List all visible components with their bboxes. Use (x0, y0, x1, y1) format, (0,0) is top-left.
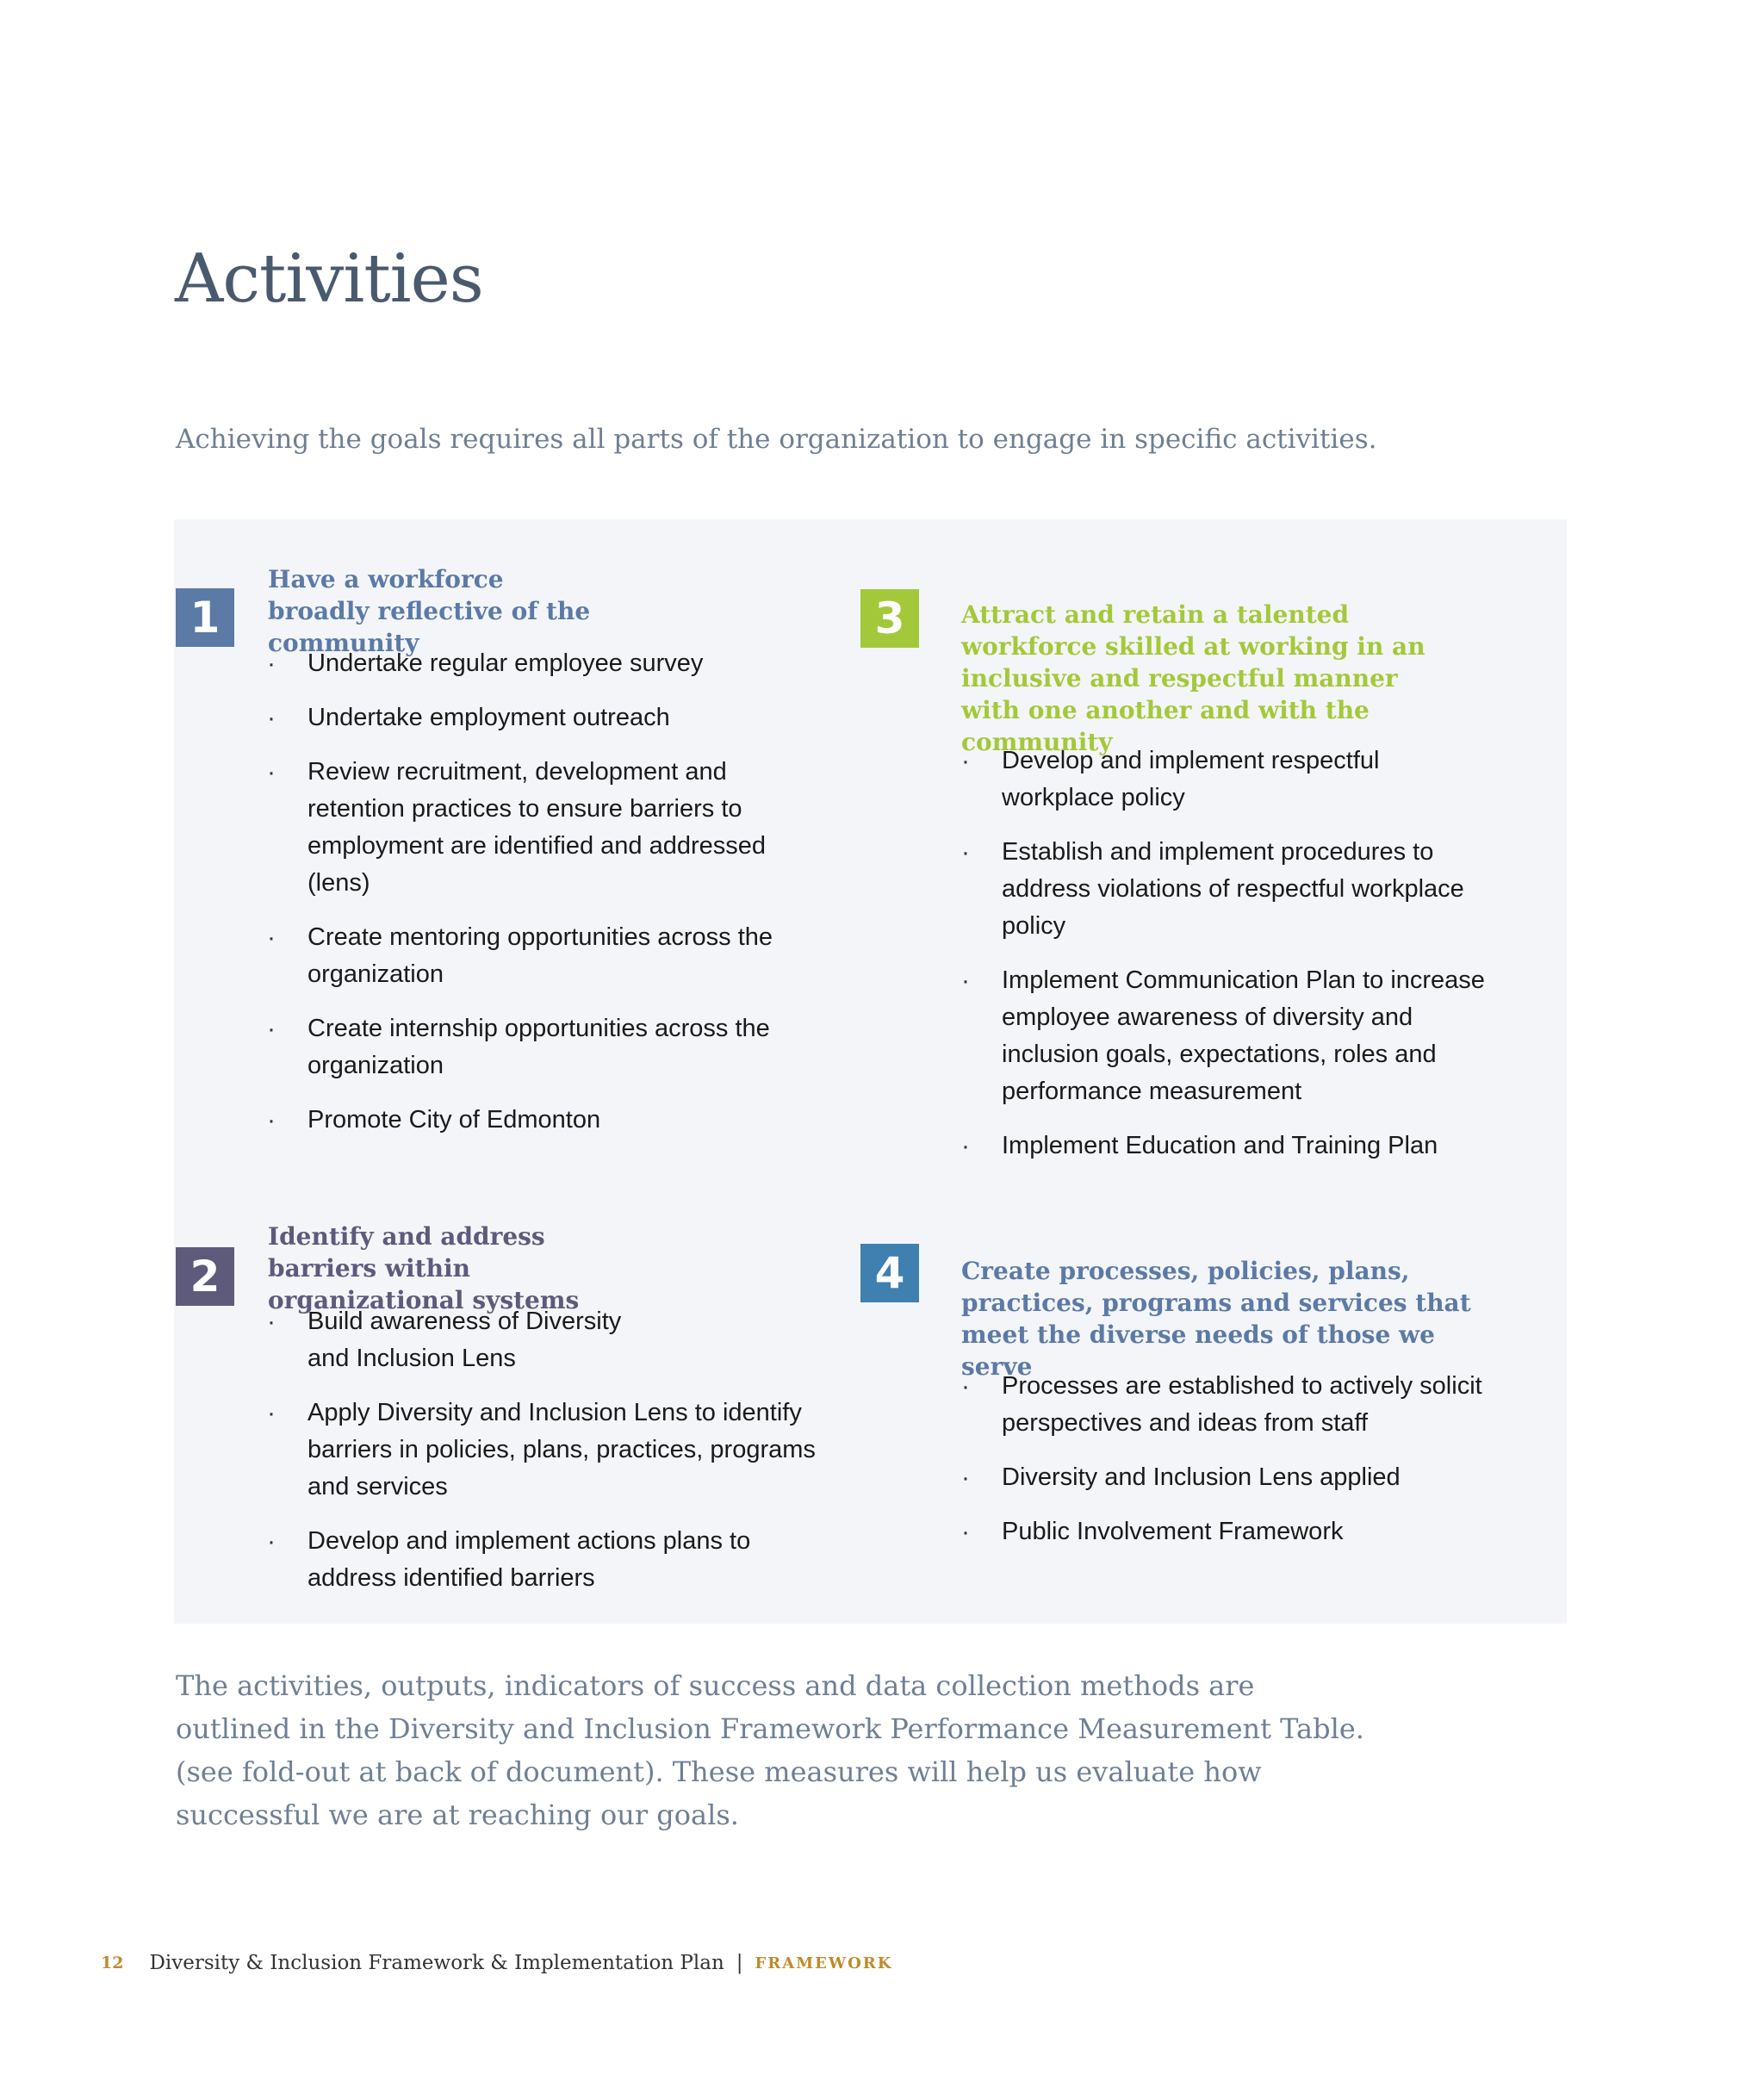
list-item: · Establish and implement procedures to address violations of respectful workplace policy (961, 834, 1478, 945)
list-item: · Implement Communication Plan to increase employee awareness of diversity and inclusion goals, expectations, roles and performance measurement (961, 962, 1512, 1110)
goal-2-list (267, 1303, 827, 1614)
goal-1-badge: 1 (176, 588, 234, 647)
page-footer (101, 1952, 892, 1974)
list-item: · Create internship opportunities across the organization (267, 1010, 792, 1084)
footer-separator: | (736, 1952, 743, 1974)
page-number: 12 (101, 1954, 124, 1972)
activities-panel (174, 519, 1567, 1624)
list-item: · Diversity and Inclusion Lens applied (961, 1459, 1521, 1496)
list-item: · Undertake employment outreach (267, 699, 818, 736)
goal-2-heading: Identify and address barriers within organizational systems (268, 1222, 580, 1314)
footer-doc-title: Diversity & Inclusion Framework & Implementation Plan (149, 1952, 724, 1974)
list-item: · Develop and implement respectful workplace policy (961, 742, 1409, 817)
list-item: · Undertake regular employee survey (267, 645, 818, 682)
list-item: · Develop and implement actions plans to address identified barriers (267, 1523, 784, 1597)
goal-1-heading: Have a workforce broadly reflective of the community (268, 565, 591, 657)
goal-1-list (267, 645, 818, 1156)
list-item: · Build awareness of Diversity and Inclusion Lens (267, 1303, 646, 1377)
goal-3-list (961, 742, 1530, 1182)
list-item: · Review recruitment, development and retention practices to ensure barriers to employment are identified and addressed (lens) (267, 754, 801, 902)
list-item: · Implement Education and Training Plan (961, 1128, 1530, 1165)
list-item: · Create mentoring opportunities across the organization (267, 919, 792, 993)
goal-4-list (961, 1368, 1521, 1568)
list-item: · Apply Diversity and Inclusion Lens to identify barriers in policies, plans, practices, programs and services (267, 1395, 818, 1506)
goal-3-badge: 3 (860, 589, 919, 648)
goal-3-heading: Attract and retain a talented workforce skilled at working in an inclusive and respectful manner with one another and with the community (961, 600, 1425, 756)
intro-text: Achieving the goals requires all parts of the organization to engage in specific activities. (176, 424, 1377, 455)
goal-2-badge: 2 (176, 1247, 234, 1306)
list-item: · Processes are established to actively solicit perspectives and ideas from staff (961, 1368, 1495, 1442)
goal-4-badge: 4 (860, 1244, 919, 1302)
page-title: Activities (175, 240, 483, 318)
list-item: · Public Involvement Framework (961, 1513, 1521, 1550)
list-item: · Promote City of Edmonton (267, 1102, 818, 1139)
outro-text: The activities, outputs, indicators of success and data collection methods are outlined in the Diversity and Inclusion Framework Performance Measurement Table. (see fold-out at back of document). These measures will help us evaluate how successful we are at reaching our goals. (176, 1669, 1364, 1831)
footer-section: FRAMEWORK (755, 1954, 893, 1972)
goal-4-heading: Create processes, policies, plans, practices, programs and services that meet the diverse needs of those we serve (961, 1257, 1471, 1381)
